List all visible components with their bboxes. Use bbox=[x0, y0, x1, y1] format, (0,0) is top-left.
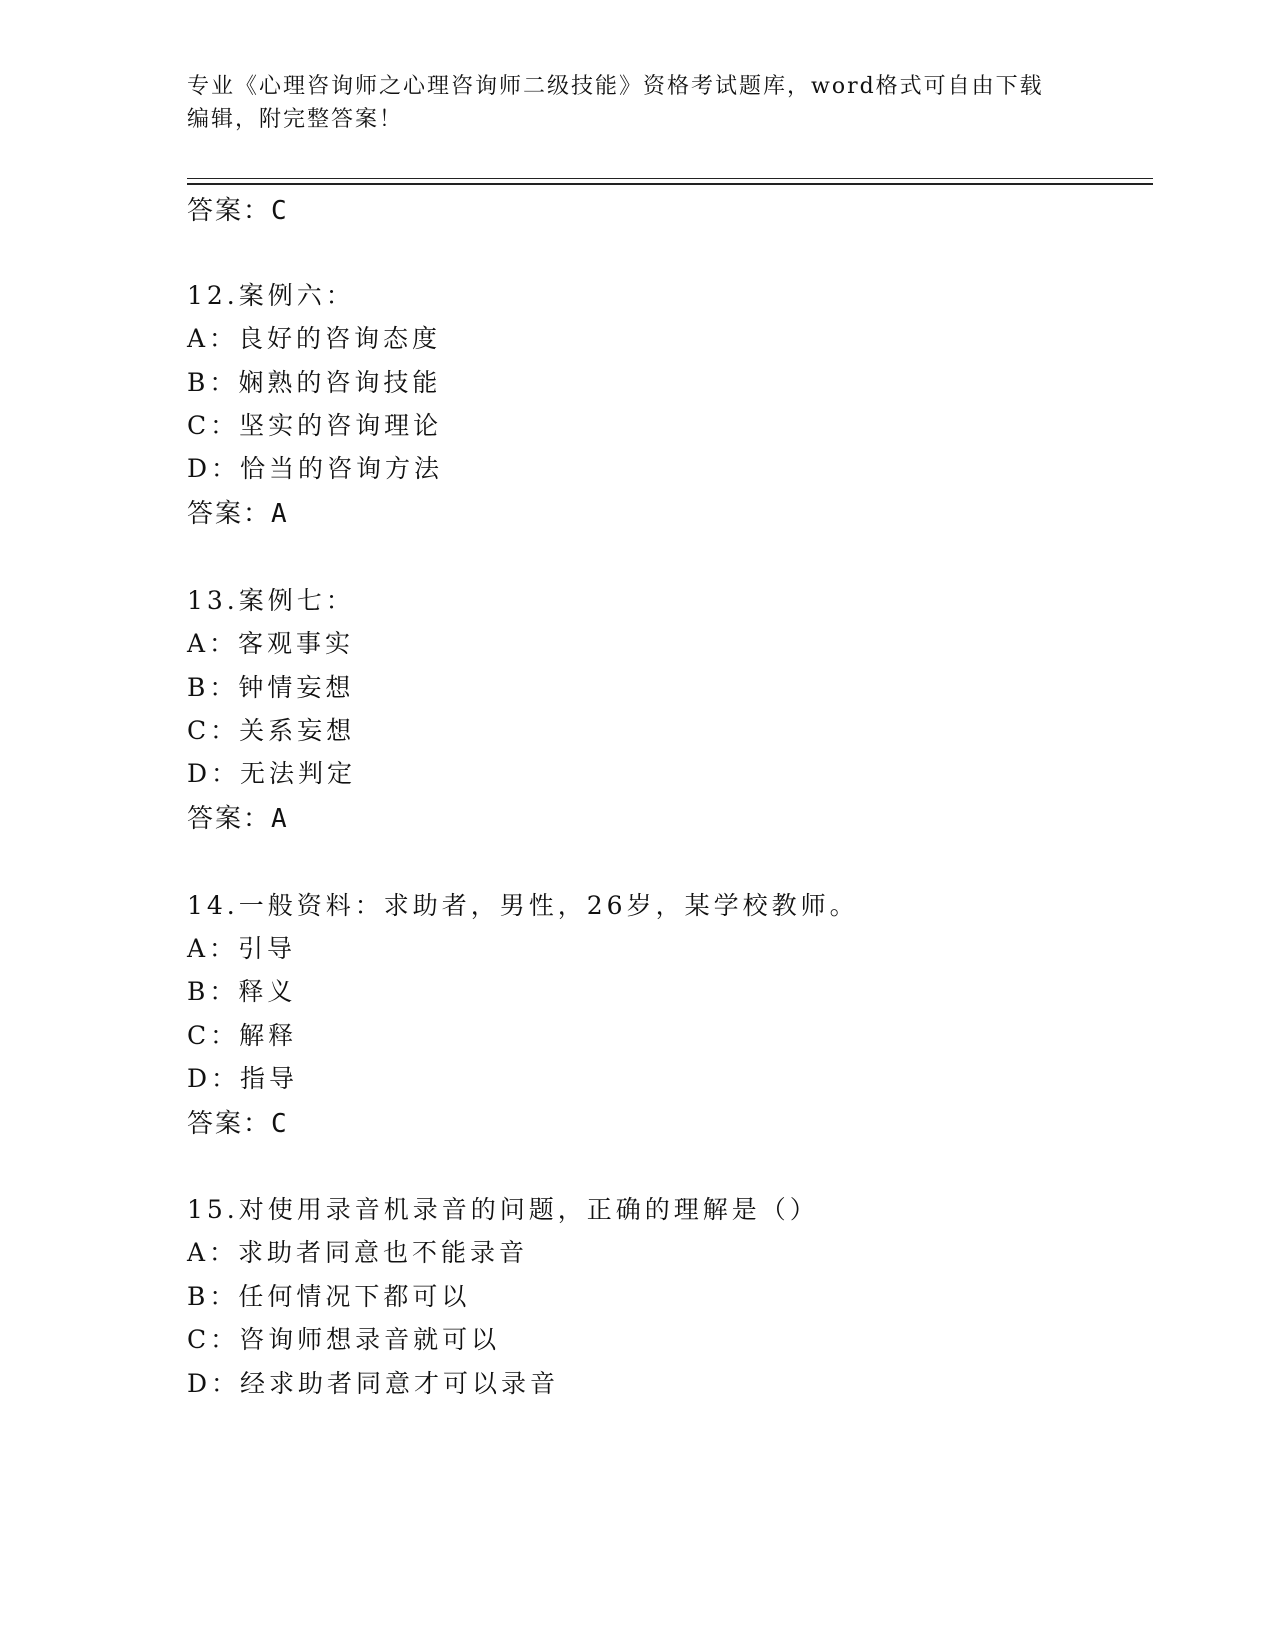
answer-label: 答案： bbox=[187, 499, 272, 529]
option-d: D：无法判定 bbox=[187, 759, 357, 788]
answer-value: A bbox=[271, 499, 289, 529]
option-c: C：咨询师想录音就可以 bbox=[187, 1325, 501, 1354]
option-c: C：解释 bbox=[187, 1021, 298, 1050]
option-a: A：客观事实 bbox=[187, 629, 355, 658]
header-divider-thin bbox=[187, 178, 1153, 179]
answer-value: A bbox=[271, 804, 289, 834]
option-d: D：指导 bbox=[187, 1064, 299, 1093]
option-c: C：关系妄想 bbox=[187, 716, 356, 745]
question-stem: 14.一般资料：求助者，男性，26岁，某学校教师。 bbox=[187, 891, 859, 920]
answer-label: 答案： bbox=[187, 1109, 272, 1139]
answer-label: 答案： bbox=[187, 804, 272, 834]
question-stem: 13.案例七： bbox=[187, 586, 355, 615]
option-b: B：娴熟的咨询技能 bbox=[187, 368, 442, 397]
option-a: A：良好的咨询态度 bbox=[187, 324, 442, 353]
option-d: D：经求助者同意才可以录音 bbox=[187, 1369, 560, 1398]
option-a: A：求助者同意也不能录音 bbox=[187, 1238, 529, 1267]
option-d: D：恰当的咨询方法 bbox=[187, 454, 444, 483]
option-a: A：引导 bbox=[187, 934, 297, 963]
answer-line bbox=[187, 798, 289, 835]
header-line-2: 编辑，附完整答案！ bbox=[187, 107, 404, 132]
answer-line bbox=[187, 1103, 289, 1140]
option-b: B：任何情况下都可以 bbox=[187, 1282, 471, 1311]
header-line-1: 专业《心理咨询师之心理咨询师二级技能》资格考试题库，word格式可自由下载 bbox=[187, 74, 1044, 99]
option-b: B：钟情妄想 bbox=[187, 673, 355, 702]
answer-value: C bbox=[271, 1109, 289, 1139]
question-stem: 12.案例六： bbox=[187, 281, 355, 310]
option-c: C：坚实的咨询理论 bbox=[187, 411, 443, 440]
document-header bbox=[187, 70, 1087, 136]
header-divider-thick bbox=[187, 183, 1153, 185]
answer-line bbox=[187, 493, 289, 530]
option-b: B：释义 bbox=[187, 977, 297, 1006]
answer-value: C bbox=[271, 196, 289, 226]
answer-line bbox=[187, 190, 289, 227]
question-stem: 15.对使用录音机录音的问题，正确的理解是（） bbox=[187, 1195, 819, 1224]
answer-label: 答案： bbox=[187, 196, 272, 226]
